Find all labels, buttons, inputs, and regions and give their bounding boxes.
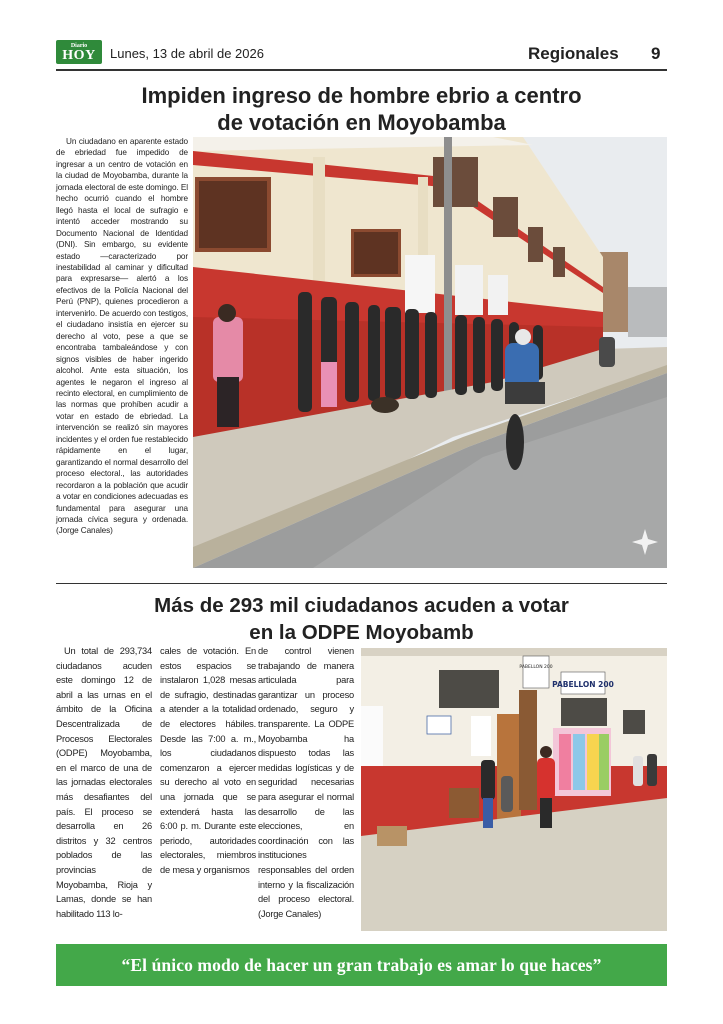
article2-column-2: cales de votación. En estos espacios se instalaron 1,028 mesas de sufragio, destinadas a atender a la totalidad de electores hábiles. Desde las 7:00 a. m., los ciudadanos comenzaron a ejercer su derecho al voto en una jornada que se extenderá hasta las 6:00 p. m. Durante este periodo, autoridades electorales, miembros de mesa y organismos — [160, 646, 256, 875]
logo-big-text: HOY — [62, 47, 96, 63]
article-separator — [56, 583, 667, 584]
article1-headline-line1: Impiden ingreso de hombre ebrio a centro — [141, 83, 582, 108]
pabellon-small-sign: PABELLON 200 — [519, 665, 553, 670]
article1-headline — [56, 82, 667, 136]
street-voting-scene — [193, 137, 667, 568]
logo-small-text: Diario — [70, 42, 88, 49]
issue-date: Lunes, 13 de abril de 2026 — [110, 46, 264, 61]
article2-column-1: Un total de 293,734 ciudadanos acuden este domingo 12 de abril a las urnas en el ámbito de la Oficina Descentralizada de Procesos Electorales (ODPE) Moyobamba, en el marco de una de las jornadas electorales más desafiantes del país. El proceso se desarrolla en 26 distritos y 32 centros poblados de las provincias de Moyobamba, Rioja y Lamas, donde se han habilitado 113 lo- — [56, 646, 152, 919]
article1-headline-line2: de votación en Moyobamba — [217, 110, 506, 135]
voting-center-scene — [361, 648, 667, 931]
article1-body: Un ciudadano en aparente estado de ebriedad fue impedido de ingresar a un centro de votación en la ciudad de Moyobamba, durante la jornada electoral de este domingo. El hecho ocurrió cuando el hombre llegó hasta el local de sufragio e intentó acceder mostrando su Documento Nacional de Identidad (DNI). Sin embargo, su evidente estado —caracterizado por inestabilidad al caminar y dificultad para expresarse— alertó a los efectivos de la Policía Nacional del Perú (PNP), quienes procedieron a intervenirlo. De acuerdo con testigos, el ciudadano insistía en ejercer su derecho al voto, pese a que se encontraba tambaleándose y con signos visibles de haber ingerido alcohol. Ante esta situación, los agentes le negaron el ingreso al recinto electoral, en cumplimiento de las normas que prohíben acudir a votar en estado de ebriedad. La intervención se realizó sin mayores incidentes y el orden fue restablecido rápidamente en el lugar, garantizando el normal desarrollo del proceso electoral., las autoridades recordaron a la población que acudir a votar en condiciones adecuadas es fundamental para asegurar una jornada cívica segura y ordenada. (Jorge Canales) — [56, 137, 188, 536]
page-number: 9 — [651, 44, 661, 63]
article2-column-3: de control vienen trabajando de manera articulada para garantizar un proceso ordenado, seguro y transparente. La ODPE Moyobamba ha dispuesto todas las medidas logísticas y de seguridad necesarias para asegurar el normal desarrollo de las elecciones, en coordinación con las instituciones responsables del orden interno y la fiscalización del proceso electoral. (Jorge Canales) — [258, 646, 354, 919]
header-rule — [56, 69, 667, 71]
newspaper-logo — [56, 40, 102, 64]
article2-photo — [361, 648, 667, 931]
pabellon-sign: PABELLON 200 — [552, 680, 614, 689]
article2-headline-line2: en la ODPE Moyobamb — [249, 621, 474, 644]
quote-banner: “El único modo de hacer un gran trabajo es amar lo que haces” — [56, 944, 667, 986]
article2-headline-line1: Más de 293 mil ciudadanos acuden a votar — [154, 594, 569, 617]
article1-photo — [193, 137, 667, 568]
article2-headline — [56, 592, 667, 646]
section-title: Regionales — [528, 44, 619, 63]
